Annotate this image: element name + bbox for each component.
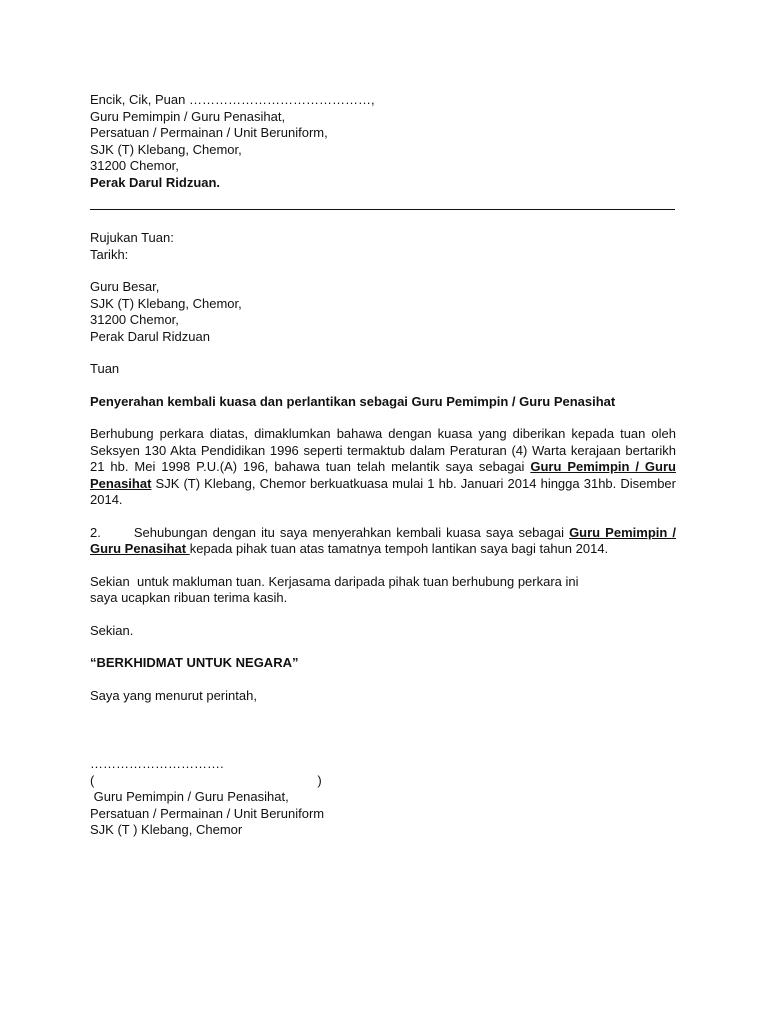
signature-line: Guru Pemimpin / Guru Penasihat, bbox=[90, 789, 289, 804]
signature-name-brackets bbox=[90, 773, 676, 790]
paragraph-2-number: 2. bbox=[90, 524, 101, 540]
signature-block bbox=[90, 756, 676, 839]
sender-line: Encik, Cik, Puan ……………………………………, bbox=[90, 92, 375, 107]
salutation: Tuan bbox=[90, 361, 120, 376]
close-bracket: ) bbox=[317, 772, 322, 788]
recipient-address bbox=[90, 279, 676, 345]
open-bracket: ( bbox=[90, 772, 95, 788]
paragraph-1 bbox=[90, 426, 676, 509]
recipient-line: Perak Darul Ridzuan bbox=[90, 328, 210, 344]
closing: Sekian. bbox=[90, 622, 134, 638]
recipient-line: 31200 Chemor, bbox=[90, 312, 179, 327]
sender-line: Guru Pemimpin / Guru Penasihat, bbox=[90, 108, 286, 124]
paragraph-3 bbox=[90, 574, 676, 607]
recipient-line: Guru Besar, bbox=[90, 279, 160, 294]
motto: “BERKHIDMAT UNTUK NEGARA” bbox=[90, 655, 299, 670]
signature-line: Persatuan / Permainan / Unit Beruniform bbox=[90, 805, 325, 821]
paragraph-1-text-end: SJK (T) Klebang, Chemor berkuatkuasa mulai 1 hb. Januari 2014 hingga 31hb. Disember 2014. bbox=[90, 475, 676, 507]
recipient-line: SJK (T) Klebang, Chemor, bbox=[90, 295, 242, 311]
sender-line: SJK (T) Klebang, Chemor, bbox=[90, 141, 242, 157]
reference-block bbox=[90, 230, 676, 263]
sender-line: 31200 Chemor, bbox=[90, 158, 179, 173]
sender-state: Perak Darul Ridzuan. bbox=[90, 174, 221, 190]
paragraph-2 bbox=[90, 525, 676, 558]
paragraph-3-line: saya ucapkan ribuan terima kasih. bbox=[90, 590, 288, 605]
paragraph-1-emphasis: Guru Pemimpin / Guru Penasihat bbox=[90, 459, 676, 491]
reference-label: Rujukan Tuan: bbox=[90, 230, 174, 245]
paragraph-2-text-end: kepada pihak tuan atas tamatnya tempoh lantikan saya bagi tahun 2014. bbox=[189, 541, 609, 556]
yours-faithfully: Saya yang menurut perintah, bbox=[90, 687, 257, 703]
sender-line: Persatuan / Permainan / Unit Beruniform, bbox=[90, 125, 328, 140]
subject-line: Penyerahan kembali kuasa dan perlantikan sebagai Guru Pemimpin / Guru Penasihat bbox=[90, 393, 616, 409]
paragraph-3-line: Sekian untuk makluman tuan. Kerjasama daripada pihak tuan berhubung perkara ini bbox=[90, 573, 579, 589]
signature-dots: …………………………. bbox=[90, 756, 224, 771]
sender-address bbox=[90, 92, 676, 191]
paragraph-2-emphasis: Guru Pemimpin / Guru Penasihat bbox=[90, 524, 676, 556]
signature-line: SJK (T ) Klebang, Chemor bbox=[90, 822, 243, 837]
paragraph-2-text: Sehubungan dengan itu saya menyerahkan kembali kuasa saya sebagai bbox=[133, 524, 570, 540]
paragraph-1-text: Berhubung perkara diatas, dimaklumkan bahawa dengan kuasa yang diberikan kepada tuan oleh Seksyen 130 Akta Pendidikan 1996 seperti termaktub dalam Peraturan (4) Warta kerajaan bertarikh 21 hb. Mei 1998 P.U.(A) 196, bahawa tuan telah melantik saya sebagai bbox=[90, 426, 676, 474]
date-label: Tarikh: bbox=[90, 246, 129, 262]
letter-page bbox=[90, 92, 676, 839]
